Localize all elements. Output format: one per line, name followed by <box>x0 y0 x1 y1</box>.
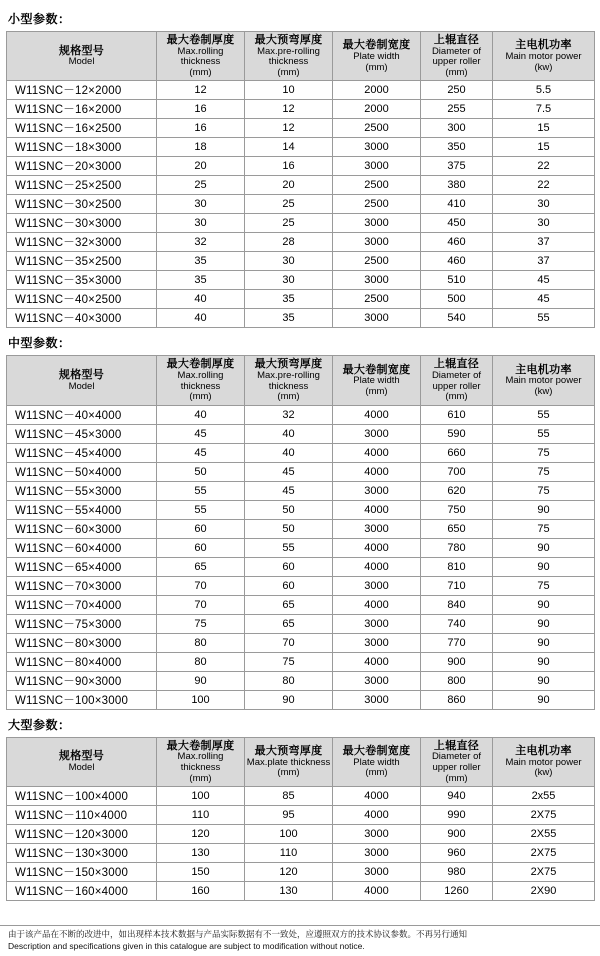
cell-model: W11SNC－160×4000 <box>7 881 157 900</box>
cell-value: 255 <box>421 100 493 119</box>
cell-value: 350 <box>421 138 493 157</box>
cell-value: 620 <box>421 481 493 500</box>
cell-model: W11SNC－70×3000 <box>7 576 157 595</box>
cell-value: 4000 <box>333 405 421 424</box>
cell-value: 85 <box>245 786 333 805</box>
cell-value: 160 <box>157 881 245 900</box>
cell-value: 75 <box>245 652 333 671</box>
cell-value: 16 <box>157 100 245 119</box>
cell-value: 15 <box>493 138 595 157</box>
cell-value: 120 <box>245 862 333 881</box>
cell-value: 12 <box>245 119 333 138</box>
cell-value: 45 <box>245 481 333 500</box>
cell-value: 30 <box>493 195 595 214</box>
column-header-main-motor-power: 主电机功率 Main motor power (kw) <box>493 356 595 405</box>
cell-model: W11SNC－16×2500 <box>7 119 157 138</box>
column-header-max-rolling-thickness: 最大卷制厚度 Max.rolling thickness (mm) <box>157 737 245 786</box>
footer-notice <box>0 925 600 956</box>
cell-value: 20 <box>245 176 333 195</box>
cell-value: 90 <box>493 614 595 633</box>
cell-model: W11SNC－60×4000 <box>7 538 157 557</box>
cell-value: 35 <box>245 290 333 309</box>
cell-value: 3000 <box>333 671 421 690</box>
cell-value: 37 <box>493 233 595 252</box>
cell-value: 50 <box>157 462 245 481</box>
cell-value: 90 <box>493 652 595 671</box>
cell-value: 3000 <box>333 576 421 595</box>
cell-value: 65 <box>157 557 245 576</box>
cell-model: W11SNC－70×4000 <box>7 595 157 614</box>
cell-value: 45 <box>157 424 245 443</box>
cell-value: 40 <box>157 405 245 424</box>
cell-value: 2x55 <box>493 786 595 805</box>
table-body-large <box>7 786 595 900</box>
table-row <box>7 290 595 309</box>
table-row <box>7 786 595 805</box>
cell-value: 60 <box>157 538 245 557</box>
cell-model: W11SNC－100×4000 <box>7 786 157 805</box>
cell-value: 3000 <box>333 824 421 843</box>
cell-value: 2X55 <box>493 824 595 843</box>
cell-value: 16 <box>245 157 333 176</box>
table-row <box>7 176 595 195</box>
cell-value: 40 <box>245 443 333 462</box>
table-row <box>7 119 595 138</box>
cell-value: 2500 <box>333 176 421 195</box>
cell-value: 3000 <box>333 233 421 252</box>
cell-value: 55 <box>245 538 333 557</box>
column-header-upper-roller-diameter: 上辊直径 Diameter of upper roller (mm) <box>421 356 493 405</box>
cell-value: 90 <box>493 633 595 652</box>
column-header-model: 规格型号 Model <box>7 737 157 786</box>
cell-value: 25 <box>245 195 333 214</box>
cell-value: 3000 <box>333 309 421 328</box>
table-row <box>7 81 595 100</box>
column-header-max-rolling-thickness: 最大卷制厚度 Max.rolling thickness (mm) <box>157 32 245 81</box>
table-row <box>7 195 595 214</box>
cell-value: 4000 <box>333 595 421 614</box>
cell-model: W11SNC－32×3000 <box>7 233 157 252</box>
cell-model: W11SNC－30×3000 <box>7 214 157 233</box>
cell-model: W11SNC－110×4000 <box>7 805 157 824</box>
cell-value: 510 <box>421 271 493 290</box>
cell-value: 100 <box>157 786 245 805</box>
cell-value: 3000 <box>333 271 421 290</box>
cell-value: 5.5 <box>493 81 595 100</box>
cell-value: 3000 <box>333 633 421 652</box>
cell-value: 18 <box>157 138 245 157</box>
cell-value: 90 <box>493 557 595 576</box>
cell-value: 2500 <box>333 119 421 138</box>
cell-value: 30 <box>245 252 333 271</box>
cell-value: 2X90 <box>493 881 595 900</box>
cell-value: 990 <box>421 805 493 824</box>
cell-value: 800 <box>421 671 493 690</box>
cell-value: 90 <box>493 690 595 709</box>
footer-notice-en: Description and specifications given in this catalogue are subject to modification without notice. <box>8 940 365 951</box>
spec-table-small <box>6 31 595 328</box>
cell-value: 75 <box>493 462 595 481</box>
cell-value: 120 <box>157 824 245 843</box>
column-header-plate-width: 最大卷制宽度 Plate width (mm) <box>333 32 421 81</box>
cell-value: 380 <box>421 176 493 195</box>
section-title-medium: 中型参数： <box>8 336 71 351</box>
cell-model: W11SNC－50×4000 <box>7 462 157 481</box>
cell-value: 700 <box>421 462 493 481</box>
cell-value: 45 <box>493 271 595 290</box>
cell-value: 60 <box>245 557 333 576</box>
cell-value: 25 <box>157 176 245 195</box>
cell-value: 90 <box>493 671 595 690</box>
table-row <box>7 481 595 500</box>
table-row <box>7 462 595 481</box>
table-body-medium <box>7 405 595 709</box>
cell-value: 50 <box>245 500 333 519</box>
cell-model: W11SNC－80×3000 <box>7 633 157 652</box>
column-header-plate-width: 最大卷制宽度 Plate width (mm) <box>333 737 421 786</box>
cell-model: W11SNC－90×3000 <box>7 671 157 690</box>
cell-model: W11SNC－40×2500 <box>7 290 157 309</box>
cell-value: 750 <box>421 500 493 519</box>
cell-model: W11SNC－120×3000 <box>7 824 157 843</box>
cell-value: 770 <box>421 633 493 652</box>
table-row <box>7 595 595 614</box>
table-row <box>7 500 595 519</box>
cell-value: 100 <box>245 824 333 843</box>
cell-value: 16 <box>157 119 245 138</box>
cell-value: 4000 <box>333 462 421 481</box>
cell-value: 860 <box>421 690 493 709</box>
table-row <box>7 405 595 424</box>
column-header-model: 规格型号 Model <box>7 32 157 81</box>
cell-model: W11SNC－45×4000 <box>7 443 157 462</box>
column-header-model: 规格型号 Model <box>7 356 157 405</box>
cell-value: 12 <box>245 100 333 119</box>
cell-value: 60 <box>157 519 245 538</box>
cell-value: 900 <box>421 652 493 671</box>
table-row <box>7 633 595 652</box>
cell-value: 70 <box>245 633 333 652</box>
cell-value: 22 <box>493 176 595 195</box>
cell-model: W11SNC－75×3000 <box>7 614 157 633</box>
cell-value: 65 <box>245 595 333 614</box>
cell-value: 40 <box>157 309 245 328</box>
table-row <box>7 538 595 557</box>
table-row <box>7 519 595 538</box>
cell-value: 90 <box>493 538 595 557</box>
column-header-main-motor-power: 主电机功率 Main motor power (kw) <box>493 32 595 81</box>
cell-model: W11SNC－100×3000 <box>7 690 157 709</box>
cell-model: W11SNC－25×2500 <box>7 176 157 195</box>
table-row <box>7 824 595 843</box>
cell-value: 75 <box>493 481 595 500</box>
cell-value: 90 <box>157 671 245 690</box>
cell-value: 1260 <box>421 881 493 900</box>
cell-value: 980 <box>421 862 493 881</box>
cell-value: 2000 <box>333 100 421 119</box>
cell-value: 32 <box>245 405 333 424</box>
cell-value: 60 <box>245 576 333 595</box>
table-row <box>7 576 595 595</box>
footer-notice-zh: 由于该产品在不断的改进中，如出现样本技术数据与产品实际数据有不一致处，应遵照双方的技术协议参数。不再另行通知 <box>8 929 468 940</box>
cell-value: 2500 <box>333 252 421 271</box>
cell-value: 810 <box>421 557 493 576</box>
table-row <box>7 881 595 900</box>
cell-value: 45 <box>245 462 333 481</box>
cell-value: 45 <box>157 443 245 462</box>
cell-value: 32 <box>157 233 245 252</box>
cell-value: 2X75 <box>493 843 595 862</box>
cell-value: 37 <box>493 252 595 271</box>
section-title-large: 大型参数： <box>8 717 71 732</box>
cell-model: W11SNC－55×3000 <box>7 481 157 500</box>
cell-model: W11SNC－16×2000 <box>7 100 157 119</box>
cell-value: 460 <box>421 252 493 271</box>
table-header-row <box>7 32 595 81</box>
table-row <box>7 157 595 176</box>
cell-value: 35 <box>157 271 245 290</box>
cell-value: 40 <box>157 290 245 309</box>
cell-value: 20 <box>157 157 245 176</box>
cell-value: 3000 <box>333 214 421 233</box>
table-row <box>7 843 595 862</box>
cell-value: 4000 <box>333 557 421 576</box>
cell-value: 75 <box>157 614 245 633</box>
cell-value: 2X75 <box>493 805 595 824</box>
table-row <box>7 652 595 671</box>
column-header-max-pre-rolling-thickness: 最大预弯厚度 Max.pre-rolling thickness (mm) <box>245 356 333 405</box>
column-header-max-rolling-thickness: 最大卷制厚度 Max.rolling thickness (mm) <box>157 356 245 405</box>
table-body-small <box>7 81 595 328</box>
cell-model: W11SNC－45×3000 <box>7 424 157 443</box>
cell-value: 4000 <box>333 443 421 462</box>
cell-value: 90 <box>493 595 595 614</box>
table-row <box>7 557 595 576</box>
spec-table-medium <box>6 355 595 709</box>
cell-value: 590 <box>421 424 493 443</box>
cell-value: 70 <box>157 576 245 595</box>
column-header-main-motor-power: 主电机功率 Main motor power (kw) <box>493 737 595 786</box>
cell-value: 7.5 <box>493 100 595 119</box>
table-row <box>7 805 595 824</box>
cell-value: 375 <box>421 157 493 176</box>
cell-model: W11SNC－35×2500 <box>7 252 157 271</box>
cell-model: W11SNC－40×4000 <box>7 405 157 424</box>
cell-value: 4000 <box>333 500 421 519</box>
cell-model: W11SNC－80×4000 <box>7 652 157 671</box>
cell-value: 740 <box>421 614 493 633</box>
cell-value: 75 <box>493 576 595 595</box>
cell-model: W11SNC－35×3000 <box>7 271 157 290</box>
table-row <box>7 690 595 709</box>
cell-model: W11SNC－60×3000 <box>7 519 157 538</box>
cell-value: 4000 <box>333 652 421 671</box>
cell-value: 3000 <box>333 519 421 538</box>
cell-value: 75 <box>493 443 595 462</box>
cell-model: W11SNC－30×2500 <box>7 195 157 214</box>
cell-value: 70 <box>157 595 245 614</box>
table-header-row <box>7 737 595 786</box>
cell-value: 3000 <box>333 138 421 157</box>
cell-value: 3000 <box>333 843 421 862</box>
cell-value: 100 <box>157 690 245 709</box>
table-row <box>7 271 595 290</box>
cell-value: 90 <box>245 690 333 709</box>
cell-value: 4000 <box>333 881 421 900</box>
cell-value: 15 <box>493 119 595 138</box>
cell-value: 3000 <box>333 690 421 709</box>
cell-value: 3000 <box>333 157 421 176</box>
table-row <box>7 671 595 690</box>
cell-model: W11SNC－20×3000 <box>7 157 157 176</box>
cell-value: 95 <box>245 805 333 824</box>
table-row <box>7 214 595 233</box>
cell-value: 30 <box>157 214 245 233</box>
cell-value: 710 <box>421 576 493 595</box>
cell-value: 55 <box>493 309 595 328</box>
cell-value: 110 <box>157 805 245 824</box>
cell-value: 110 <box>245 843 333 862</box>
cell-value: 75 <box>493 519 595 538</box>
cell-value: 2500 <box>333 195 421 214</box>
table-row <box>7 233 595 252</box>
cell-value: 80 <box>245 671 333 690</box>
cell-value: 10 <box>245 81 333 100</box>
column-header-plate-width: 最大卷制宽度 Plate width (mm) <box>333 356 421 405</box>
column-header-max-pre-rolling-thickness: 最大预弯厚度 Max.pre-rolling thickness (mm) <box>245 32 333 81</box>
cell-value: 250 <box>421 81 493 100</box>
cell-value: 610 <box>421 405 493 424</box>
cell-value: 55 <box>493 424 595 443</box>
table-row <box>7 614 595 633</box>
cell-value: 4000 <box>333 538 421 557</box>
cell-value: 780 <box>421 538 493 557</box>
cell-value: 500 <box>421 290 493 309</box>
cell-value: 80 <box>157 633 245 652</box>
cell-model: W11SNC－55×4000 <box>7 500 157 519</box>
cell-value: 50 <box>245 519 333 538</box>
cell-value: 2000 <box>333 81 421 100</box>
cell-model: W11SNC－12×2000 <box>7 81 157 100</box>
cell-value: 900 <box>421 824 493 843</box>
cell-model: W11SNC－18×3000 <box>7 138 157 157</box>
cell-value: 3000 <box>333 614 421 633</box>
cell-value: 2X75 <box>493 862 595 881</box>
cell-value: 4000 <box>333 786 421 805</box>
cell-value: 45 <box>493 290 595 309</box>
cell-value: 35 <box>157 252 245 271</box>
cell-value: 12 <box>157 81 245 100</box>
cell-value: 3000 <box>333 481 421 500</box>
cell-value: 22 <box>493 157 595 176</box>
table-row <box>7 862 595 881</box>
cell-value: 3000 <box>333 862 421 881</box>
column-header-upper-roller-diameter: 上辊直径 Diameter of upper roller (mm) <box>421 737 493 786</box>
cell-model: W11SNC－130×3000 <box>7 843 157 862</box>
cell-value: 940 <box>421 786 493 805</box>
cell-value: 300 <box>421 119 493 138</box>
table-row <box>7 443 595 462</box>
cell-value: 80 <box>157 652 245 671</box>
table-row <box>7 309 595 328</box>
column-header-upper-roller-diameter: 上辊直径 Diameter of upper roller (mm) <box>421 32 493 81</box>
spec-table-large <box>6 737 595 901</box>
cell-value: 55 <box>493 405 595 424</box>
cell-model: W11SNC－40×3000 <box>7 309 157 328</box>
cell-value: 30 <box>493 214 595 233</box>
table-row <box>7 252 595 271</box>
section-title-small: 小型参数： <box>8 12 71 26</box>
cell-value: 660 <box>421 443 493 462</box>
column-header-max-plate-thickness: 最大预弯厚度 Max.plate thickness (mm) <box>245 737 333 786</box>
cell-value: 65 <box>245 614 333 633</box>
cell-value: 450 <box>421 214 493 233</box>
cell-value: 28 <box>245 233 333 252</box>
table-row <box>7 138 595 157</box>
cell-value: 460 <box>421 233 493 252</box>
cell-value: 40 <box>245 424 333 443</box>
cell-value: 55 <box>157 481 245 500</box>
cell-value: 650 <box>421 519 493 538</box>
cell-model: W11SNC－150×3000 <box>7 862 157 881</box>
cell-value: 540 <box>421 309 493 328</box>
cell-value: 960 <box>421 843 493 862</box>
cell-model: W11SNC－65×4000 <box>7 557 157 576</box>
cell-value: 35 <box>245 309 333 328</box>
cell-value: 410 <box>421 195 493 214</box>
table-header-row <box>7 356 595 405</box>
table-row <box>7 424 595 443</box>
cell-value: 130 <box>245 881 333 900</box>
cell-value: 840 <box>421 595 493 614</box>
cell-value: 30 <box>245 271 333 290</box>
cell-value: 2500 <box>333 290 421 309</box>
cell-value: 30 <box>157 195 245 214</box>
cell-value: 55 <box>157 500 245 519</box>
cell-value: 90 <box>493 500 595 519</box>
cell-value: 4000 <box>333 805 421 824</box>
cell-value: 25 <box>245 214 333 233</box>
cell-value: 150 <box>157 862 245 881</box>
cell-value: 3000 <box>333 424 421 443</box>
cell-value: 130 <box>157 843 245 862</box>
table-row <box>7 100 595 119</box>
cell-value: 14 <box>245 138 333 157</box>
